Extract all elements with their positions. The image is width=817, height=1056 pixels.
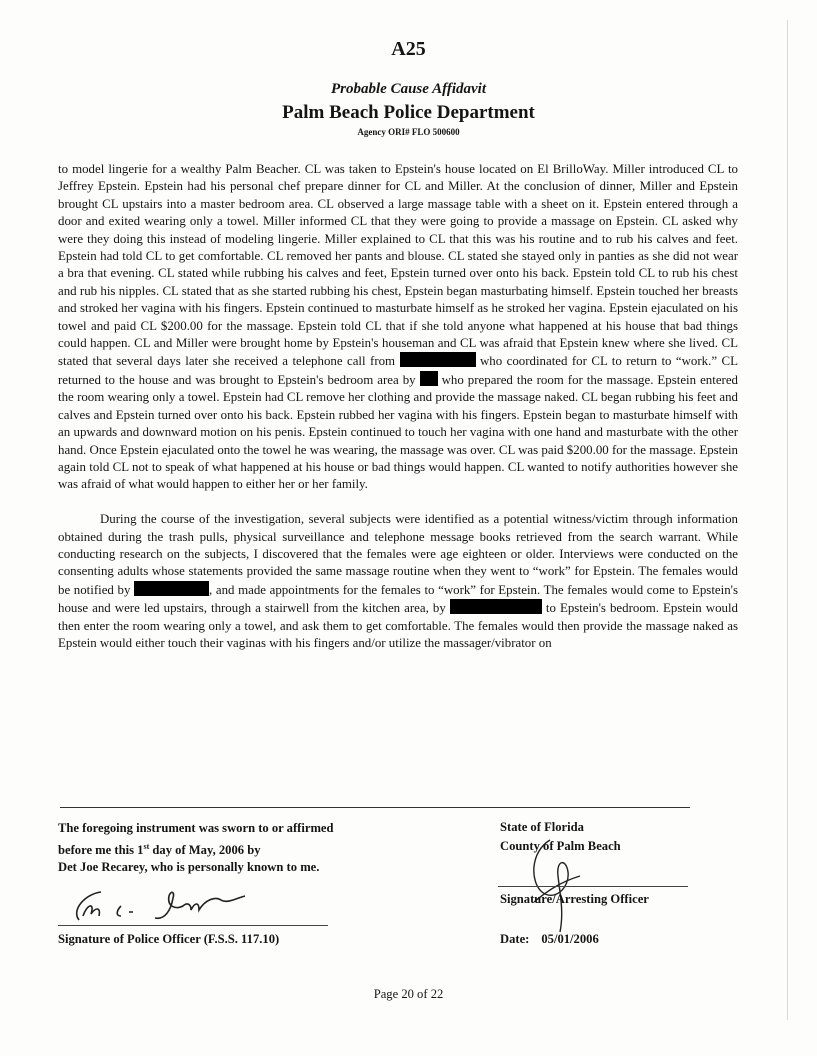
affidavit-body [58,161,738,652]
arresting-officer-signature-label: Signature/Arresting Officer [500,892,649,906]
signature-line [58,925,328,926]
section-divider [60,807,690,808]
paragraph-2: During the course of the investigation, several subjects were identified as a potential witness/victim through information obtained during the trash pulls, physical surveillance and telephone message books retrieved from the search warrant. While conducting research on the subjects, I discovered that the females were age eighteen or older. Interviews were conducted on the consenting adults whose statements provided the same massage routine when they went to “work” for Epstein. The females would be notified by , and made appointments for the females to “work” for Epstein. The females would come to Epstein's house and were led upstairs, through a stairwell from the kitchen area, by to Epstein's bedroom. Epstein would then enter the room wearing only a towel, and ask them to get comfortable. The females would then provide the massage naked as Epstein would either touch their vaginas with his fingers and/or utilize the massager/vibrator on [58,512,738,650]
paragraph-1: to model lingerie for a wealthy Palm Beacher. CL was taken to Epstein's house located on El BrilloWay. Miller introduced CL to Jeffrey Epstein. Epstein had his personal chef prepare dinner for CL and Miller. At the conclusion of dinner, Miller and Epstein brought CL upstairs into a master bedroom area. CL observed a large massage table with a sheet on it. Epstein entered through a door and exited wearing only a towel. Miller informed CL that they were going to provide a massage on Epstein. CL asked why were they doing this instead of modeling lingerie. Miller explained to CL that this was his routine and to rub his calves and feet. Epstein had told CL to get comfortable. CL removed her pants and blouse. CL stated she stayed only in panties as she did not wear a bra that evening. CL stated while rubbing his calves and feet, Epstein turned over onto his back. Epstein told CL to rub his chest and rub his nipples. CL stated that as she started rubbing his chest, Epstein began masturbating himself. Epstein touched her breasts and stroked her vagina with his fingers. Epstein continued to masturbate himself as he stroked her vagina. Epstein ejaculated on his towel and paid CL $200.00 for the massage. Epstein told CL that if she told anyone what happened at his house that bad things could happen. CL and Miller were brought home by Epstein's houseman and CL was afraid that Epstein knew where she lived. CL stated that several days later she received a telephone call from who coordinated for CL to return to “work.” CL returned to the house and was brought to Epstein's bedroom area by who prepared the room for the massage. Epstein entered the room wearing only a towel. Epstein had CL remove her clothing and provide the massage naked. CL began rubbing his feet and calves and Epstein turned over onto his back. Epstein rubbed her vagina with his fingers. Epstein began to masturbate himself with an upwards and downward motion on his penis. Epstein continued to touch her vagina with one hand and masturbate with the other hand. Once Epstein ejaculated onto the towel he was wearing, the massage was over. CL was paid $200.00 for the massage. Epstein again told CL not to speak of what happened at his house or bad things would happen. CL wanted to notify authorities however she was afraid of what would happen to either her or her family. [58,162,739,492]
arresting-officer-signature [520,832,600,942]
redaction-box [134,581,209,596]
officer-signature-label: Signature of Police Officer (F.S.S. 117.10) [58,932,280,946]
oath-statement: The foregoing instrument was sworn to or affirmed before me this 1st day of May, 2006 by Det Joe Recarey, who is personally known to me. [58,821,334,875]
state-county-block: State of Florida County of Palm Beach [500,820,621,853]
exhibit-label: A25 [391,38,426,60]
scan-edge-line [787,20,788,1020]
agency-ori: Agency ORI# FLO 500600 [357,127,460,137]
officer-signature [65,880,265,930]
signature-line [498,886,688,887]
redaction-box [450,599,542,614]
document-type: Probable Cause Affidavit [331,81,486,97]
redaction-box [400,352,476,367]
page-number: Page 20 of 22 [373,987,444,1001]
redaction-box [420,371,438,386]
department-name: Palm Beach Police Department [282,102,535,123]
signature-date: Date: 05/01/2006 [500,932,599,946]
